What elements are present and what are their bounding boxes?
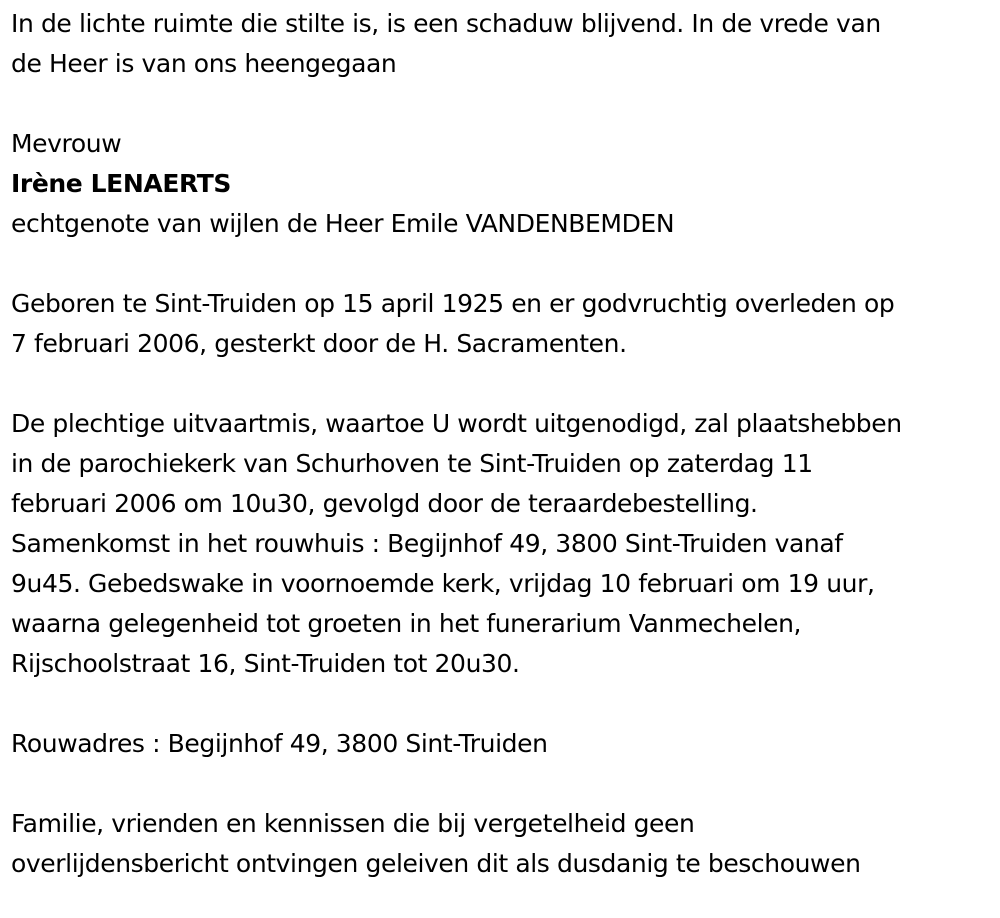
- intro-paragraph: [11, 4, 990, 84]
- relation-line: echtgenote van wijlen de Heer Emile VANDENBEMDEN: [11, 209, 675, 238]
- salutation: Mevrouw: [11, 129, 122, 158]
- closing-line: overlijdensbericht ontvingen geleiven dit als dusdanig te beschouwen: [11, 849, 861, 878]
- paragraph-spacer: [11, 764, 990, 804]
- funeral-line: Samenkomst in het rouwhuis : Begijnhof 49, 3800 Sint-Truiden vanaf: [11, 529, 843, 558]
- funeral-line: 9u45. Gebedswake in voornoemde kerk, vrijdag 10 februari om 19 uur,: [11, 569, 875, 598]
- funeral-line: in de parochiekerk van Schurhoven te Sint-Truiden op zaterdag 11: [11, 449, 813, 478]
- paragraph-spacer: [11, 244, 990, 284]
- closing-line: Familie, vrienden en kennissen die bij vergetelheid geen: [11, 809, 695, 838]
- mourning-address: Rouwadres : Begijnhof 49, 3800 Sint-Truiden: [11, 729, 548, 758]
- paragraph-spacer: [11, 364, 990, 404]
- birth-death-line: 7 februari 2006, gesterkt door de H. Sacramenten.: [11, 329, 627, 358]
- deceased-block: [11, 124, 990, 244]
- paragraph-spacer: [11, 684, 990, 724]
- paragraph-spacer: [11, 84, 990, 124]
- intro-line: In de lichte ruimte die stilte is, is een schaduw blijvend. In de vrede van: [11, 9, 881, 38]
- funeral-line: De plechtige uitvaartmis, waartoe U wordt uitgenodigd, zal plaatshebben: [11, 409, 902, 438]
- funeral-line: waarna gelegenheid tot groeten in het funerarium Vanmechelen,: [11, 609, 802, 638]
- closing-paragraph: [11, 804, 990, 884]
- funeral-paragraph: [11, 404, 990, 684]
- birth-death-paragraph: [11, 284, 990, 364]
- intro-line: de Heer is van ons heengegaan: [11, 49, 397, 78]
- birth-death-line: Geboren te Sint-Truiden op 15 april 1925 en er godvruchtig overleden op: [11, 289, 895, 318]
- funeral-line: februari 2006 om 10u30, gevolgd door de teraardebestelling.: [11, 489, 758, 518]
- deceased-name: Irène LENAERTS: [11, 169, 231, 198]
- funeral-line: Rijschoolstraat 16, Sint-Truiden tot 20u30.: [11, 649, 520, 678]
